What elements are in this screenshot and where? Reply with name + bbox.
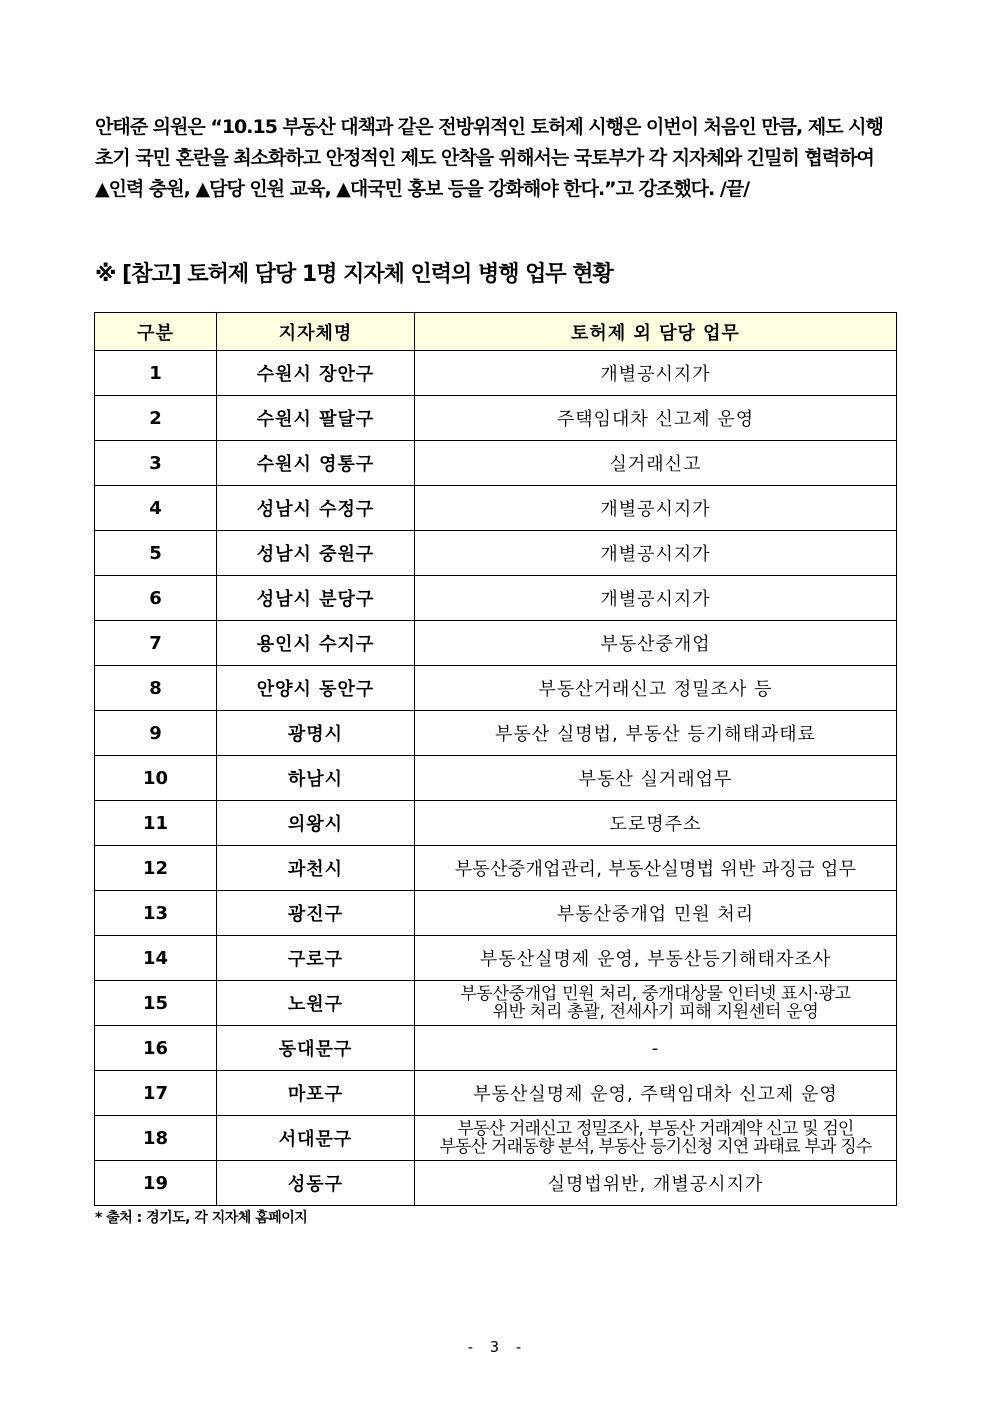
source-note: * 출처 : 경기도, 각 지자체 홈페이지: [95, 1210, 308, 1226]
row-duty: 주택임대차 신고제 운영: [415, 396, 897, 441]
duty-table: [94, 312, 897, 1206]
row-duty: -: [415, 1026, 897, 1071]
row-name: 안양시 동안구: [217, 666, 415, 711]
table-row: [95, 846, 897, 891]
row-no: 15: [95, 981, 217, 1026]
row-no: 4: [95, 486, 217, 531]
section-title: ※ [참고] 토허제 담당 1명 지자체 인력의 병행 업무 현황: [95, 262, 613, 287]
row-name: 수원시 영통구: [217, 441, 415, 486]
row-duty: 부동산중개업 민원 처리: [415, 891, 897, 936]
row-name: 과천시: [217, 846, 415, 891]
table-row: [95, 486, 897, 531]
row-name: 광진구: [217, 891, 415, 936]
row-duty-line: 위반 처리 총괄, 전세사기 피해 지원센터 운영: [492, 1002, 819, 1022]
table-row: [95, 441, 897, 486]
row-no: 16: [95, 1026, 217, 1071]
table-row: [95, 576, 897, 621]
row-duty: 개별공시지가: [415, 351, 897, 396]
row-name: 구로구: [217, 936, 415, 981]
row-name: 수원시 장안구: [217, 351, 415, 396]
row-no: 9: [95, 711, 217, 756]
table-row: [95, 756, 897, 801]
row-duty-line: 부동산 거래신고 정밀조사, 부동산 거래계약 신고 및 검인: [457, 1119, 854, 1139]
row-duty: [415, 1116, 897, 1161]
table-row: [95, 1161, 897, 1206]
row-duty: 부동산실명제 운영, 주택임대차 신고제 운영: [415, 1071, 897, 1116]
row-duty: 부동산실명제 운영, 부동산등기해태자조사: [415, 936, 897, 981]
table-row: [95, 621, 897, 666]
row-no: 3: [95, 441, 217, 486]
table-row: [95, 351, 897, 396]
row-no: 14: [95, 936, 217, 981]
row-name: 마포구: [217, 1071, 415, 1116]
header-duty: 토허제 외 담당 업무: [415, 313, 897, 351]
page-number: - 3 -: [465, 1338, 527, 1356]
table-row: [95, 1071, 897, 1116]
row-no: 2: [95, 396, 217, 441]
row-duty-line: 부동산중개업 민원 처리, 중개대상물 인터넷 표시·광고: [460, 984, 851, 1004]
table-row: [95, 1116, 897, 1161]
row-no: 18: [95, 1116, 217, 1161]
row-no: 8: [95, 666, 217, 711]
row-no: 5: [95, 531, 217, 576]
body-paragraph: [95, 112, 905, 205]
table-row: [95, 981, 897, 1026]
row-name: 의왕시: [217, 801, 415, 846]
header-no: 구분: [95, 313, 217, 351]
row-duty: 개별공시지가: [415, 531, 897, 576]
row-duty: 부동산거래신고 정밀조사 등: [415, 666, 897, 711]
row-no: 10: [95, 756, 217, 801]
row-name: 용인시 수지구: [217, 621, 415, 666]
table-row: [95, 936, 897, 981]
row-name: 하남시: [217, 756, 415, 801]
table-row: [95, 531, 897, 576]
table-row: [95, 891, 897, 936]
row-no: 11: [95, 801, 217, 846]
row-duty: 부동산중개업관리, 부동산실명법 위반 과징금 업무: [415, 846, 897, 891]
row-duty: 부동산 실명법, 부동산 등기해태과태료: [415, 711, 897, 756]
row-no: 12: [95, 846, 217, 891]
table-row: [95, 711, 897, 756]
row-name: 성남시 분당구: [217, 576, 415, 621]
row-no: 17: [95, 1071, 217, 1116]
row-name: 광명시: [217, 711, 415, 756]
row-duty-line: 부동산 거래동향 분석, 부동산 등기신청 지연 과태료 부과 징수: [439, 1137, 872, 1157]
row-no: 1: [95, 351, 217, 396]
row-duty: 개별공시지가: [415, 576, 897, 621]
row-name: 성남시 수정구: [217, 486, 415, 531]
table-row: [95, 801, 897, 846]
row-name: 동대문구: [217, 1026, 415, 1071]
row-duty: 부동산 실거래업무: [415, 756, 897, 801]
row-no: 7: [95, 621, 217, 666]
header-name: 지자체명: [217, 313, 415, 351]
row-name: 성동구: [217, 1161, 415, 1206]
paragraph-line: 안태준 의원은 “10.15 부동산 대책과 같은 전방위적인 토허제 시행은 이번이 처음인 만큼, 제도 시행: [95, 116, 883, 138]
row-duty: [415, 981, 897, 1026]
row-duty: 도로명주소: [415, 801, 897, 846]
row-name: 수원시 팔달구: [217, 396, 415, 441]
row-name: 서대문구: [217, 1116, 415, 1161]
row-name: 노원구: [217, 981, 415, 1026]
table-header-row: [95, 313, 897, 351]
table-row: [95, 666, 897, 711]
row-duty: 부동산중개업: [415, 621, 897, 666]
row-no: 13: [95, 891, 217, 936]
table-row: [95, 396, 897, 441]
table-row: [95, 1026, 897, 1071]
paragraph-line: 초기 국민 혼란을 최소화하고 안정적인 제도 안착을 위해서는 국토부가 각 지자체와 긴밀히 협력하여: [95, 147, 874, 169]
row-no: 6: [95, 576, 217, 621]
row-no: 19: [95, 1161, 217, 1206]
row-duty: 개별공시지가: [415, 486, 897, 531]
paragraph-line: ▲인력 충원, ▲담당 인원 교육, ▲대국민 홍보 등을 강화해야 한다.”고 강조했다. /끝/: [95, 178, 750, 200]
row-duty: 실명법위반, 개별공시지가: [415, 1161, 897, 1206]
row-duty: 실거래신고: [415, 441, 897, 486]
row-name: 성남시 중원구: [217, 531, 415, 576]
